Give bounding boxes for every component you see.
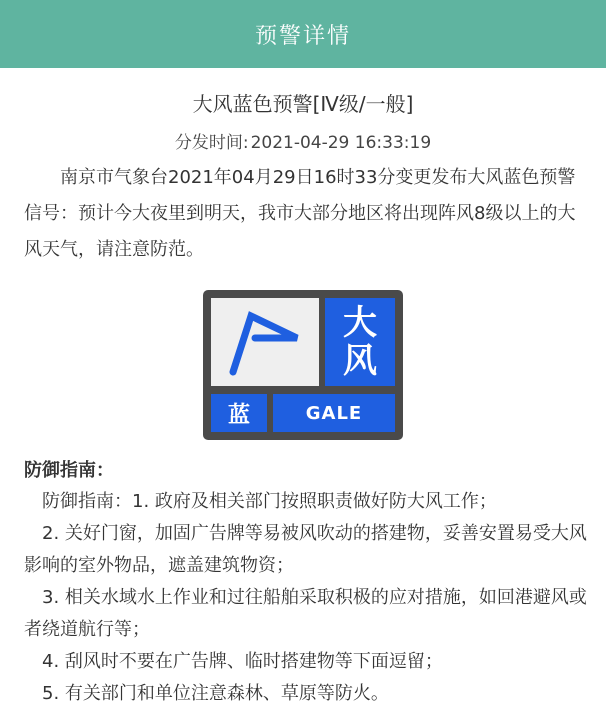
guide-heading: 防御指南：	[24, 460, 114, 481]
guide-item: 4. 刮风时不要在广告牌、临时搭建物等下面逗留；	[42, 651, 443, 672]
guide-list	[24, 486, 590, 710]
page-title: 预警详情	[254, 23, 351, 49]
sign-level-char: 蓝	[211, 394, 267, 432]
guide-item: 防御指南：1. 政府及相关部门按照职责做好防大风工作；	[42, 491, 497, 512]
guide-item: 5. 有关部门和单位注意森林、草原等防火。	[42, 683, 389, 704]
guide-item: 2. 关好门窗，加固广告牌等易被风吹动的搭建物，妥善安置易受大风影响的室外物品，遮盖建筑物资；	[24, 523, 587, 576]
issue-time-label: 分发时间:	[174, 133, 249, 153]
sign-char-bottom: 风	[343, 341, 377, 381]
guide-item: 3. 相关水域水上作业和过往船舶采取积极的应对措施，如回港避风或者绕道航行等；	[24, 587, 587, 640]
warning-title: 大风蓝色预警[Ⅳ级/一般]	[192, 92, 414, 116]
sign-char-top: 大	[343, 303, 377, 343]
page-header	[0, 0, 606, 68]
sign-english-label: GALE	[273, 394, 395, 432]
issue-time-row	[0, 128, 606, 153]
warning-summary: 南京市气象台2021年04月29日16时33分变更发布大风蓝色预警信号：预计今大夜里到明天，我市大部分地区将出现阵风8级以上的大风天气，请注意防范。	[24, 167, 576, 260]
wind-flag-icon	[211, 298, 319, 386]
warning-sign	[203, 290, 403, 440]
issue-time-value: 2021-04-29 16:33:19	[250, 133, 432, 153]
sign-flag-panel	[211, 298, 319, 386]
sign-char-panel	[325, 298, 395, 386]
